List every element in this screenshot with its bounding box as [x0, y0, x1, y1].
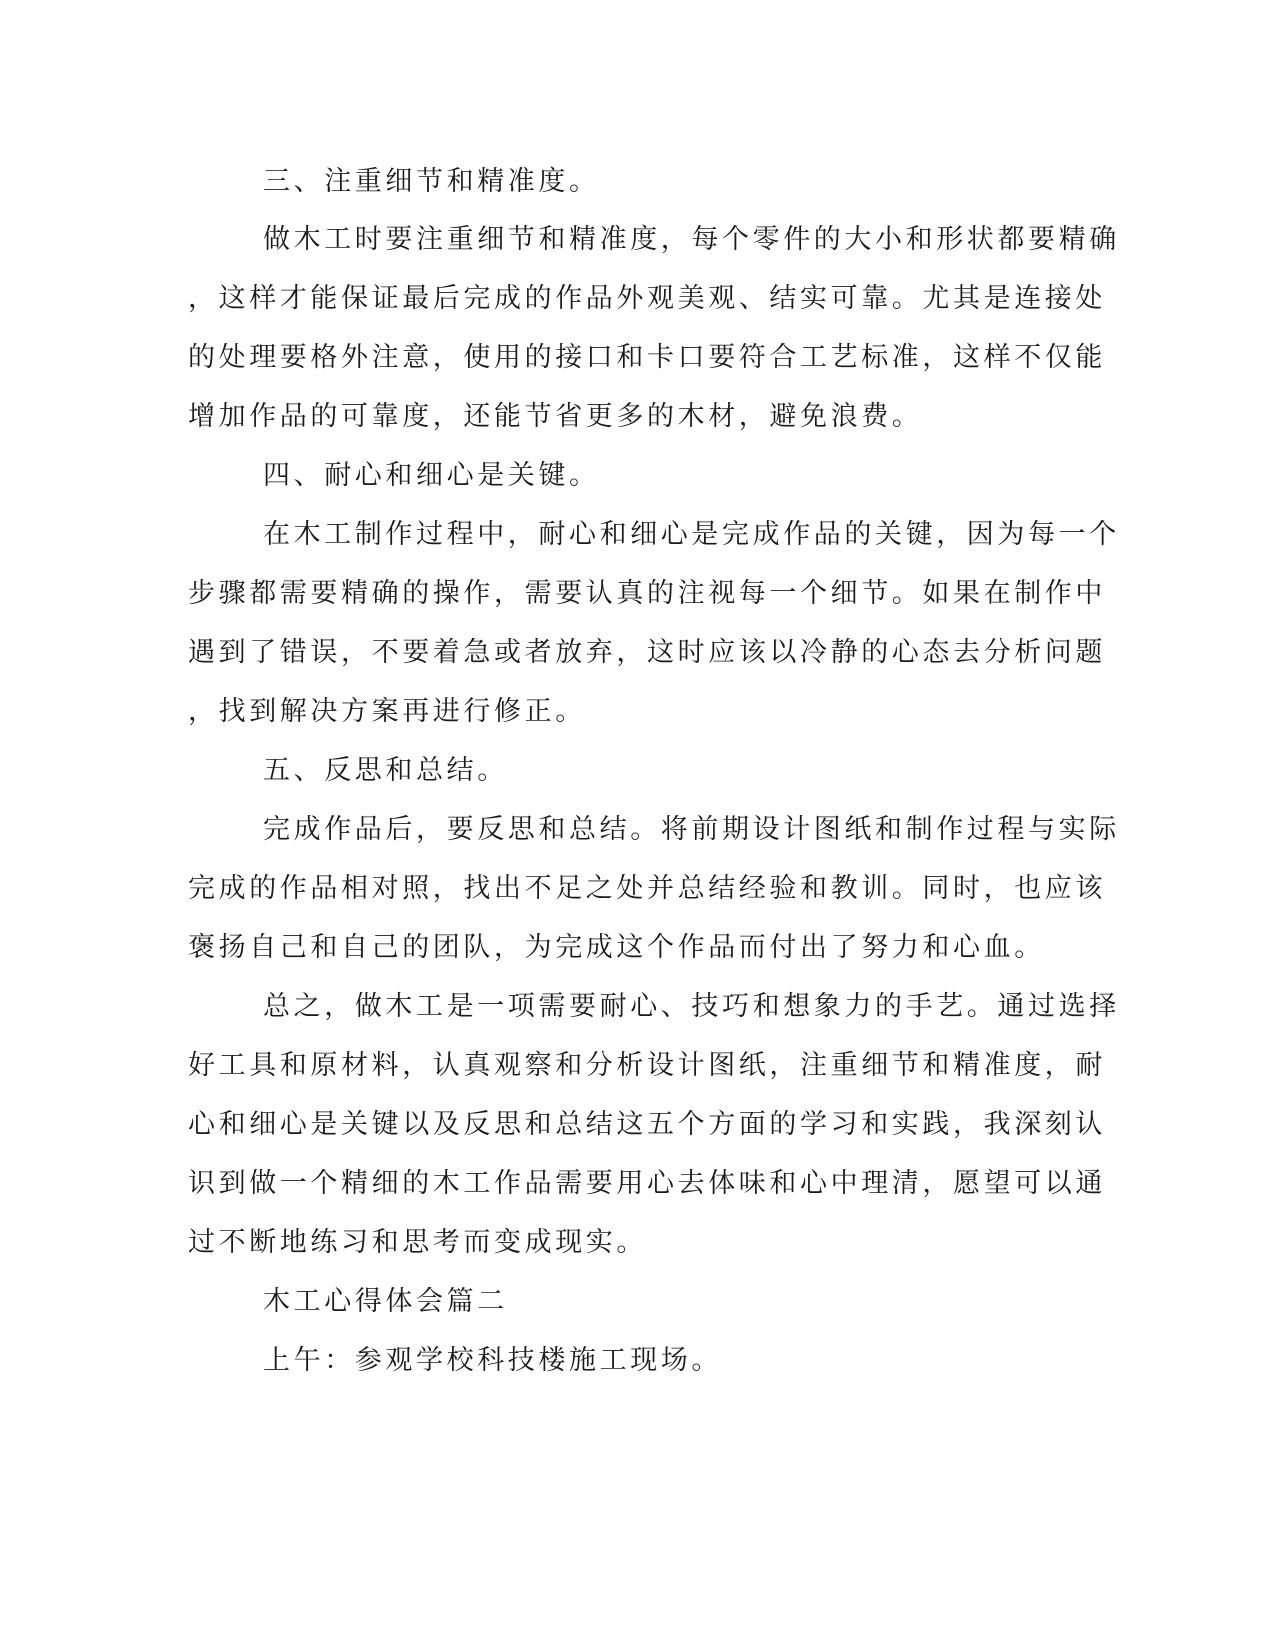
paragraph-line: 的处理要格外注意，使用的接口和卡口要符合工艺标准，这样不仅能: [188, 342, 1106, 373]
paragraph-line: 褒扬自己和自己的团队，为完成这个作品而付出了努力和心血。: [188, 932, 1045, 963]
paragraph-line: 遇到了错误，不要着急或者放弃，这时应该以冷静的心态去分析问题: [188, 637, 1106, 668]
section-4-heading: 四、耐心和细心是关键。: [263, 460, 600, 491]
paragraph-line: 心和细心是关键以及反思和总结这五个方面的学习和实践，我深刻认: [188, 1109, 1106, 1140]
paragraph-line: 过不断地练习和思考而变成现实。: [188, 1227, 647, 1258]
paragraph-line: 步骤都需要精确的操作，需要认真的注视每一个细节。如果在制作中: [188, 578, 1106, 609]
paragraph-line: ，这样才能保证最后完成的作品外观美观、结实可靠。尤其是连接处: [188, 283, 1106, 314]
paragraph-line: 做木工时要注重细节和精准度，每个零件的大小和形状都要精确: [263, 224, 1120, 255]
paragraph-line: 上午：参观学校科技楼施工现场。: [263, 1345, 722, 1376]
section-3-heading: 三、注重细节和精准度。: [263, 166, 600, 197]
section-5-heading: 五、反思和总结。: [263, 755, 508, 786]
paragraph-line: ，找到解决方案再进行修正。: [188, 696, 586, 727]
paragraph-line: 好工具和原材料，认真观察和分析设计图纸，注重细节和精准度，耐: [188, 1050, 1106, 1081]
paragraph-line: 增加作品的可靠度，还能节省更多的木材，避免浪费。: [188, 401, 923, 432]
part-2-title: 木工心得体会篇二: [263, 1286, 508, 1317]
paragraph-line: 总之，做木工是一项需要耐心、技巧和想象力的手艺。通过选择: [263, 991, 1120, 1022]
paragraph-line: 完成作品后，要反思和总结。将前期设计图纸和制作过程与实际: [263, 814, 1120, 845]
paragraph-line: 识到做一个精细的木工作品需要用心去体味和心中理清，愿望可以通: [188, 1168, 1106, 1199]
paragraph-line: 完成的作品相对照，找出不足之处并总结经验和教训。同时，也应该: [188, 873, 1106, 904]
paragraph-line: 在木工制作过程中，耐心和细心是完成作品的关键，因为每一个: [263, 519, 1120, 550]
